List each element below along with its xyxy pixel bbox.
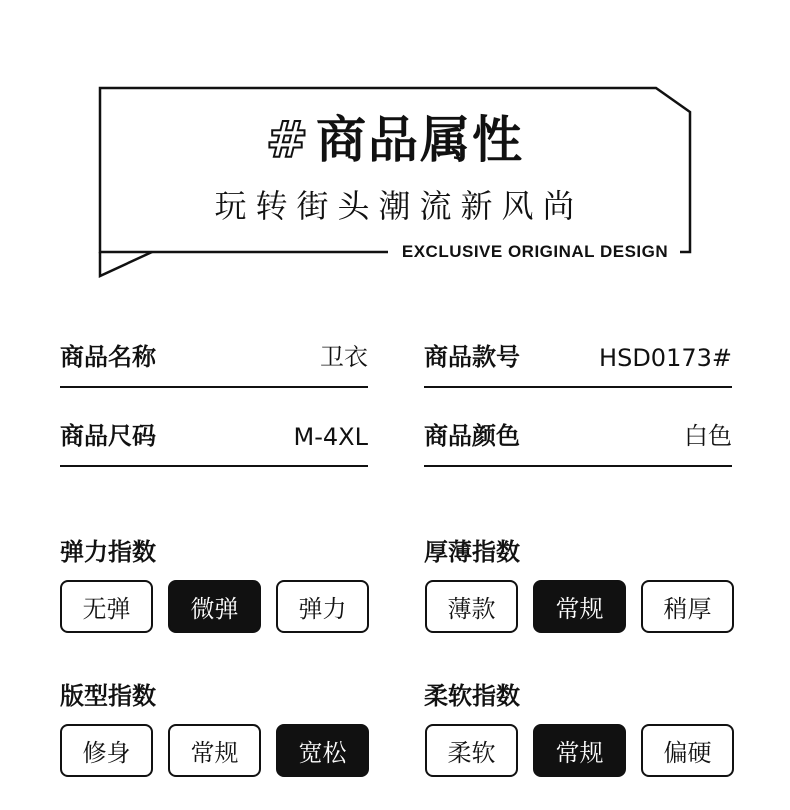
fit-option[interactable]: 宽松 (276, 724, 369, 777)
elasticity-index-title: 弹力指数 (60, 538, 156, 566)
attribute-row-color (424, 409, 732, 467)
softness-option[interactable]: 偏硬 (641, 724, 734, 777)
attribute-row-style-no (424, 330, 732, 388)
elasticity-option[interactable]: 弹力 (276, 580, 369, 633)
softness-option[interactable]: 常规 (533, 724, 626, 777)
attribute-value: 白色 (684, 422, 732, 450)
page-title (0, 108, 790, 172)
attribute-row-size (60, 409, 368, 467)
hash-icon: # (266, 111, 310, 169)
thickness-option[interactable]: 薄款 (425, 580, 518, 633)
softness-index-title: 柔软指数 (424, 682, 520, 710)
thickness-index-title: 厚薄指数 (424, 538, 520, 566)
attribute-value: HSD0173# (599, 344, 732, 372)
attribute-value: 卫衣 (320, 343, 368, 371)
attribute-label: 商品名称 (60, 343, 156, 371)
tagline: EXCLUSIVE ORIGINAL DESIGN (390, 241, 680, 263)
fit-index-title: 版型指数 (60, 682, 156, 710)
fit-option[interactable]: 修身 (60, 724, 153, 777)
thickness-option[interactable]: 常规 (533, 580, 626, 633)
attribute-label: 商品款号 (424, 343, 520, 371)
subtitle: 玩转街头潮流新风尚 (214, 187, 584, 225)
attribute-row-name (60, 330, 368, 388)
fit-option[interactable]: 常规 (168, 724, 261, 777)
title-text: 商品属性 (315, 111, 524, 169)
attribute-label: 商品颜色 (424, 422, 520, 450)
header-banner (0, 0, 790, 290)
thickness-option[interactable]: 稍厚 (641, 580, 734, 633)
attribute-label: 商品尺码 (60, 422, 156, 450)
attribute-value: M-4XL (293, 423, 368, 451)
softness-option[interactable]: 柔软 (425, 724, 518, 777)
elasticity-option[interactable]: 微弹 (168, 580, 261, 633)
elasticity-option[interactable]: 无弹 (60, 580, 153, 633)
